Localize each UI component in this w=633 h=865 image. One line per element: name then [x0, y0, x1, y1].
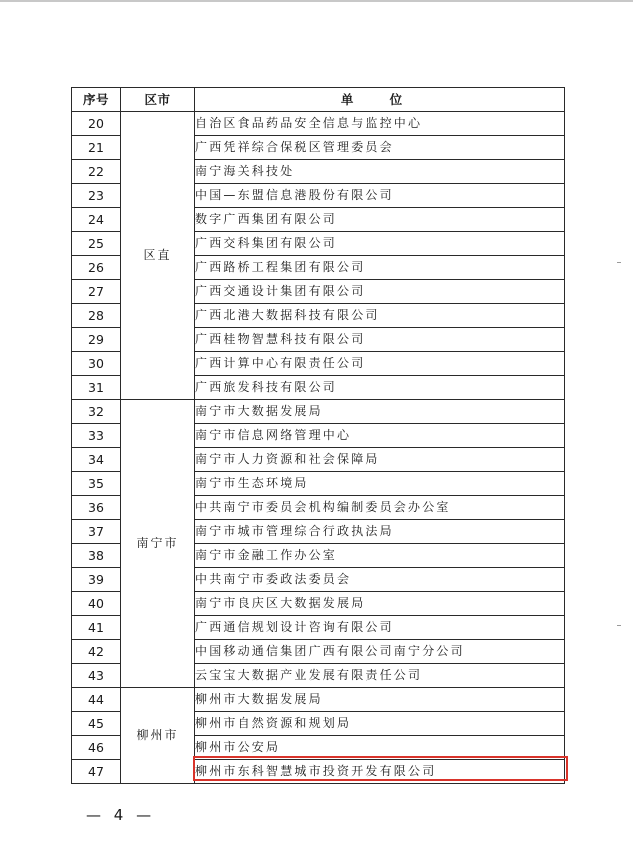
unit-name: 南宁市良庆区大数据发展局 [195, 592, 565, 616]
unit-name: 中共南宁市委员会机构编制委员会办公室 [195, 496, 565, 520]
row-index: 44 [72, 688, 121, 712]
scan-mark [617, 625, 621, 626]
unit-name: 南宁市人力资源和社会保障局 [195, 448, 565, 472]
row-index: 30 [72, 352, 121, 376]
unit-name: 广西旅发科技有限公司 [195, 376, 565, 400]
row-index: 43 [72, 664, 121, 688]
header-index: 序号 [72, 88, 121, 112]
row-index: 33 [72, 424, 121, 448]
unit-name: 广西交科集团有限公司 [195, 232, 565, 256]
region-cell: 柳州市 [121, 688, 195, 784]
row-index: 22 [72, 160, 121, 184]
row-index: 38 [72, 544, 121, 568]
row-index: 31 [72, 376, 121, 400]
unit-name: 南宁市信息网络管理中心 [195, 424, 565, 448]
row-index: 47 [72, 760, 121, 784]
unit-name: 广西计算中心有限责任公司 [195, 352, 565, 376]
unit-name: 广西路桥工程集团有限公司 [195, 256, 565, 280]
unit-name: 广西凭祥综合保税区管理委员会 [195, 136, 565, 160]
unit-name: 中国—东盟信息港股份有限公司 [195, 184, 565, 208]
row-index: 39 [72, 568, 121, 592]
unit-name: 广西桂物智慧科技有限公司 [195, 328, 565, 352]
row-index: 28 [72, 304, 121, 328]
row-index: 37 [72, 520, 121, 544]
region-cell: 南宁市 [121, 400, 195, 688]
unit-name: 柳州市自然资源和规划局 [195, 712, 565, 736]
page-top-rule [0, 0, 633, 2]
header-region: 区市 [121, 88, 195, 112]
unit-name: 数字广西集团有限公司 [195, 208, 565, 232]
table-body [72, 112, 565, 784]
row-index: 29 [72, 328, 121, 352]
highlight-box [193, 756, 568, 781]
unit-name: 南宁海关科技处 [195, 160, 565, 184]
unit-name: 广西北港大数据科技有限公司 [195, 304, 565, 328]
header-unit: 单 位 [195, 88, 565, 112]
scan-mark [617, 262, 621, 263]
units-table [71, 87, 565, 784]
unit-name: 柳州市大数据发展局 [195, 688, 565, 712]
unit-name: 自治区食品药品安全信息与监控中心 [195, 112, 565, 136]
row-index: 46 [72, 736, 121, 760]
table-row [72, 112, 565, 136]
row-index: 32 [72, 400, 121, 424]
unit-name: 南宁市城市管理综合行政执法局 [195, 520, 565, 544]
unit-name: 南宁市金融工作办公室 [195, 544, 565, 568]
unit-name: 广西交通设计集团有限公司 [195, 280, 565, 304]
row-index: 40 [72, 592, 121, 616]
row-index: 41 [72, 616, 121, 640]
table-row [72, 400, 565, 424]
unit-name: 广西通信规划设计咨询有限公司 [195, 616, 565, 640]
unit-name: 中共南宁市委政法委员会 [195, 568, 565, 592]
row-index: 26 [72, 256, 121, 280]
row-index: 34 [72, 448, 121, 472]
table-header-row [72, 88, 565, 112]
unit-name: 中国移动通信集团广西有限公司南宁分公司 [195, 640, 565, 664]
row-index: 36 [72, 496, 121, 520]
row-index: 24 [72, 208, 121, 232]
row-index: 25 [72, 232, 121, 256]
unit-name: 柳州市公安局 [195, 736, 565, 760]
row-index: 21 [72, 136, 121, 160]
unit-name: 云宝宝大数据产业发展有限责任公司 [195, 664, 565, 688]
unit-name: 南宁市大数据发展局 [195, 400, 565, 424]
region-cell: 区直 [121, 112, 195, 400]
unit-name: 南宁市生态环境局 [195, 472, 565, 496]
table-row [72, 688, 565, 712]
row-index: 42 [72, 640, 121, 664]
row-index: 45 [72, 712, 121, 736]
row-index: 27 [72, 280, 121, 304]
row-index: 35 [72, 472, 121, 496]
page-number: — 4 — [86, 806, 156, 824]
unit-name: 柳州市东科智慧城市投资开发有限公司 [195, 760, 565, 784]
row-index: 23 [72, 184, 121, 208]
row-index: 20 [72, 112, 121, 136]
